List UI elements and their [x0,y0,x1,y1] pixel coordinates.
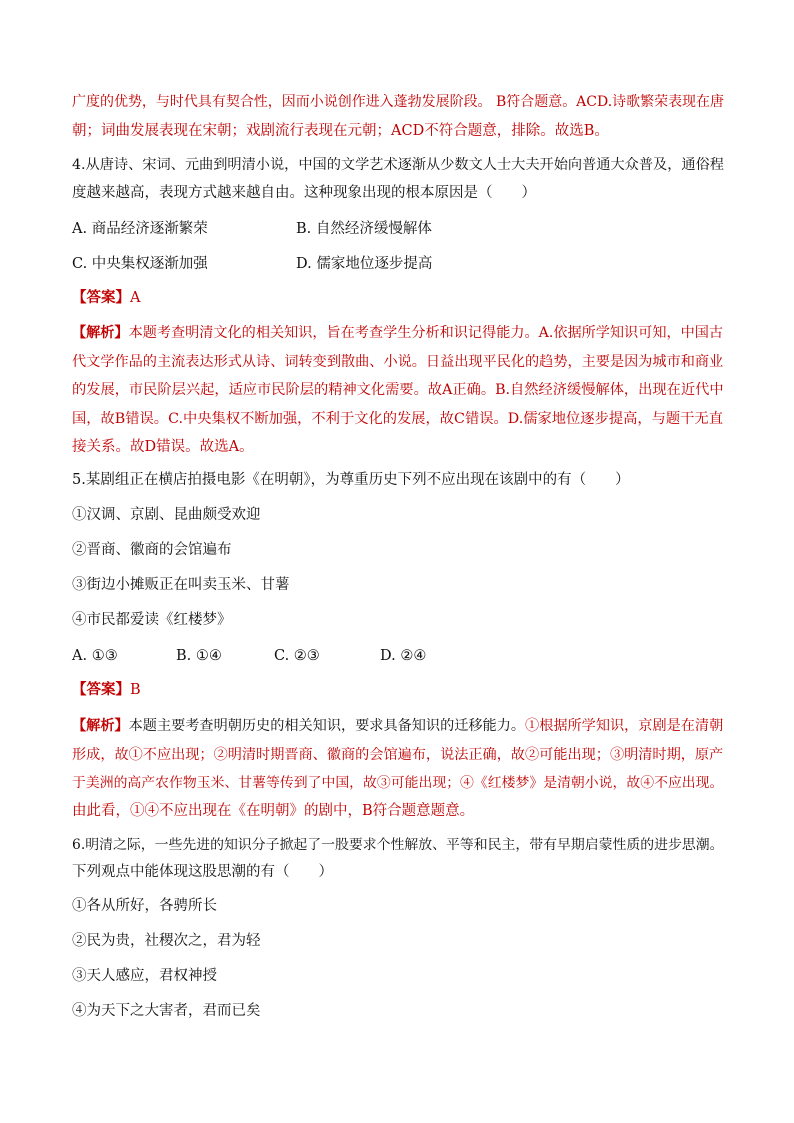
answer-value: B [130,682,141,698]
analysis-text: 本题考查明清文化的相关知识，旨在考查学生分析和识记得能力。A.依据所学知识可知，中国古 [128,325,724,341]
q5-item-3: ③街边小摊贩正在叫卖玉米、甘薯 [72,577,290,593]
q5-option-a: A. ①③ [72,648,118,664]
q4-option-b: B. 自然经济缓慢解体 [296,221,432,237]
q4-analysis-line-1 [72,323,723,343]
q5-analysis-line-4: 由此看，①④不应出现在《在明朝》的剧中，B符合题意题意。 [72,803,475,819]
q4-option-d: D. 儒家地位逐步提高 [296,256,433,272]
q6-stem-line-2: 下列观点中能体现这股思潮的有（ ） [72,864,333,880]
answer-value: A [130,290,141,306]
q5-answer [72,680,141,700]
carryover-line-1: 广度的优势，与时代具有契合性，因而小说创作进入蓬勃发展阶段。 B符合题意。ACD.诗歌繁荣表现在唐 [72,94,725,110]
q4-analysis-line-2: 代文学作品的主流表达形式从诗、词转变到散曲、小说。日益出现平民化的趋势，主要是因为城市和商业 [72,354,724,370]
q4-analysis-line-5: 接关系。故D错误。故选A。 [72,439,254,455]
answer-tag: 【答案】 [72,681,130,698]
q6-item-1: ①各从所好，各骋所长 [72,898,217,914]
q6-item-3: ③天人感应，君权神授 [72,968,217,984]
q6-item-2: ②民为贵，社稷次之，君为轻 [72,933,261,949]
q6-stem-line-1: 6.明清之际，一些先进的知识分子掀起了一股要求个性解放、平等和民主，带有早期启蒙性质的进步思潮。 [72,837,724,853]
analysis-tag: 【解析】 [72,325,129,341]
q4-analysis-line-4: 国，故B错误。C.中央集权不断加强，不利于文化的发展，故C错误。D.儒家地位逐步提高，与题干无直 [72,411,723,427]
q5-analysis-line-2: 形成，故①不应出现；②明清时期晋商、徽商的会馆遍布，说法正确，故②可能出现；③明清时期，原产 [72,747,724,763]
analysis-text-black: 本题主要考查明朝历史的相关知识，要求具备知识的迁移能力。 [128,718,526,734]
q5-item-4: ④市民都爱读《红楼梦》 [72,612,232,628]
q4-option-a: A. 商品经济逐渐繁荣 [72,221,208,237]
q5-item-1: ①汉调、京剧、昆曲颇受欢迎 [72,507,261,523]
q5-analysis-line-1 [72,716,723,736]
answer-tag: 【答案】 [72,289,130,306]
q5-option-c: C. ②③ [274,648,320,664]
q6-item-4: ④为天下之大害者，君而已矣 [72,1003,261,1019]
q5-item-2: ②晋商、徽商的会馆遍布 [72,542,232,558]
analysis-tag: 【解析】 [72,718,129,734]
carryover-line-2: 朝；词曲发展表现在宋朝；戏剧流行表现在元朝；ACD不符合题意，排除。故选B。 [72,123,609,139]
analysis-text-red: ①根据所学知识，京剧是在清朝 [525,718,724,734]
q4-stem-line-2: 度越来越高，表现方式越来越自由。这种现象出现的根本原因是（ ） [72,185,536,201]
q5-option-b: B. ①④ [176,648,222,664]
q5-stem: 5.某剧组正在横店拍摄电影《在明朝》，为尊重历史下列不应出现在该剧中的有（ ） [72,472,630,488]
q5-option-d: D. ②④ [380,648,427,664]
q4-stem-line-1: 4.从唐诗、宋词、元曲到明清小说，中国的文学艺术逐渐从少数文人士大夫开始向普通大众普及，通俗程 [72,157,724,173]
q5-analysis-line-3: 于美洲的高产农作物玉米、甘薯等传到了中国，故③可能出现；④《红楼梦》是清朝小说，故④不应出现。 [72,775,724,791]
q4-option-c: C. 中央集权逐渐加强 [72,256,208,272]
q4-analysis-line-3: 的发展，市民阶层兴起，适应市民阶层的精神文化需要。故A正确。B.自然经济缓慢解体，出现在近代中 [72,382,724,398]
q4-answer [72,288,140,308]
